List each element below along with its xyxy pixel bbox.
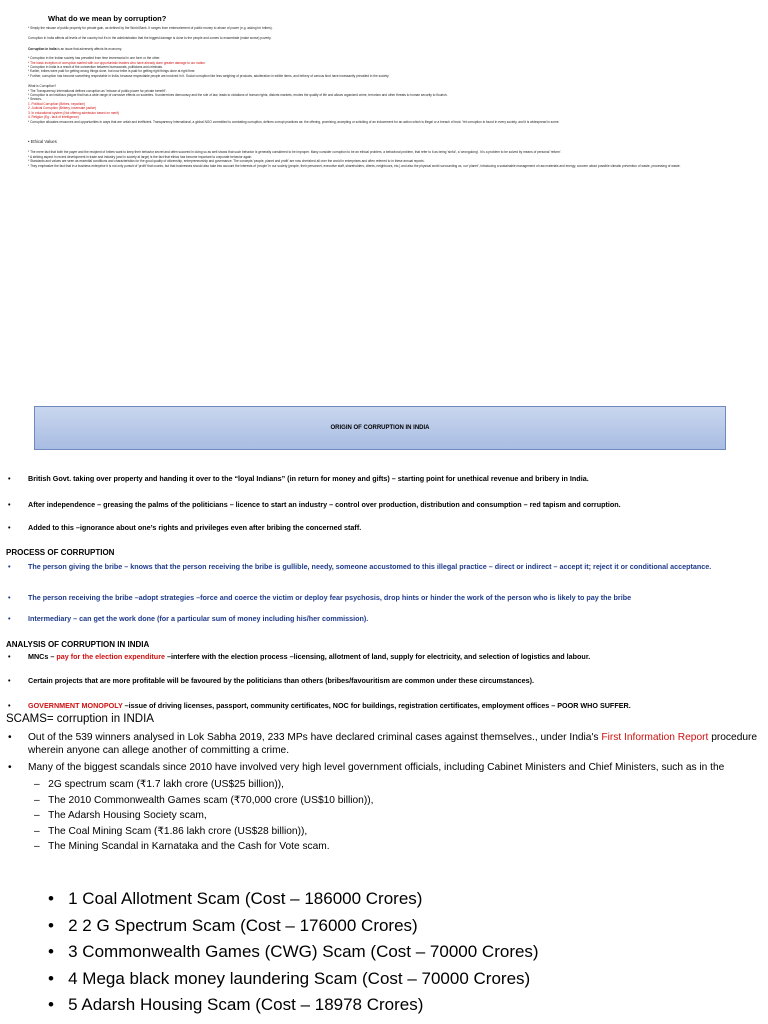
origin-text: Added to this –ignorance about one’s rights and privileges even after bribing the concerned staff. bbox=[28, 523, 362, 532]
top-line: * Earlier, bribes were paid for getting wrong things done, but now bribe is paid for getting right things done at right time. bbox=[28, 69, 196, 74]
scams-para bbox=[0, 761, 760, 774]
bullet-dot: • bbox=[48, 889, 69, 908]
scam-list-item bbox=[48, 966, 539, 993]
sub-item bbox=[34, 777, 373, 793]
process-text: Intermediary – can get the work done (for a particular sum of money including his/her commission). bbox=[28, 614, 369, 623]
origin-text: British Govt. taking over property and handing it over to the “loyal Indians” (in return for money and gifts) – starting point for unethical revenue and bribery in India. bbox=[28, 474, 589, 483]
scams-para bbox=[0, 731, 760, 757]
top-ci-rest: is an issue that adversely affects its economy. bbox=[56, 46, 122, 51]
scams-p1-red: First Information Report bbox=[601, 732, 709, 743]
top-ci-heading: Corruption in India bbox=[28, 46, 57, 51]
scams-para-text: Many of the biggest scandals since 2010 have involved very high level government officials, including Cabinet Ministers and Chief Ministers, such as in the bbox=[28, 762, 725, 773]
ethical-lines bbox=[28, 150, 750, 168]
top-text-block bbox=[28, 26, 750, 168]
analysis-item bbox=[0, 652, 760, 661]
bullet-dot: • bbox=[8, 562, 11, 571]
bullet-dot: • bbox=[8, 500, 11, 509]
ethical-title: • Ethical Values bbox=[28, 138, 57, 144]
bullet-dot: • bbox=[48, 995, 69, 1014]
scam-list-item bbox=[48, 939, 539, 966]
insidious-text: * Corruption is an insidious plague that has a wide range of corrosive effects on societies. It undermines democracy and the rule of law, leads to violations of human rights, distorts markets, erodes the quality of life and allows organized crime, terrorism and other threats to human security to flourish. bbox=[28, 93, 448, 98]
govt-rest: –issue of driving licenses, passport, community certificates, NOC for buildings, registration certificates, employment offices – POOR WHO SUFFER. bbox=[122, 701, 631, 710]
top-title: What do we mean by corruption? bbox=[48, 14, 167, 23]
top-line: * Corruption in India is a result of the connection between bureaucrats, politicians and criminals. bbox=[28, 65, 163, 70]
sub-text: The Adarsh Housing Society scam, bbox=[48, 810, 207, 822]
scam-list-item bbox=[48, 992, 539, 1019]
sector-item: 2. Judicial Corruption (Bribery, insensate justice) bbox=[28, 106, 97, 111]
scams-title: SCAMS= corruption in INDIA bbox=[6, 713, 154, 725]
sub-text: The Coal Mining Scam (₹1.86 lakh crore (US$28 billion)), bbox=[48, 825, 308, 837]
sector-item: 3. In educational system (Not offering admission based on merit) bbox=[28, 110, 120, 115]
scam-list-text: 3 Commonwealth Games (CWG) Scam (Cost – 70000 Crores) bbox=[68, 942, 539, 961]
scam-list-text: 4 Mega black money laundering Scam (Cost – 70000 Crores) bbox=[68, 968, 531, 988]
sub-item bbox=[34, 824, 373, 840]
scam-list bbox=[48, 886, 539, 1019]
analysis-text bbox=[28, 652, 760, 661]
bullet-dot: • bbox=[8, 701, 11, 710]
top-line: * Corruption in the Indian society has prevailed from time immemorial in one form or the other. bbox=[28, 56, 161, 61]
top-para-2: Corruption in India affects all levels of the country but it's in the administration that the biggest damage is done to the people and comes to exacerbate (make worse) poverty. bbox=[28, 36, 272, 41]
scam-list-item bbox=[48, 886, 539, 913]
scam-list-text: 5 Adarsh Housing Scam (Cost – 18978 Crores) bbox=[68, 995, 424, 1014]
bullet-dot: • bbox=[8, 593, 11, 602]
process-item bbox=[0, 562, 758, 571]
sectors-label: * Sectors- bbox=[28, 97, 42, 102]
analysis-text bbox=[28, 701, 760, 710]
dash: – bbox=[34, 794, 49, 806]
analysis-item bbox=[0, 676, 760, 685]
sub-item bbox=[34, 793, 373, 809]
bullet-dot: • bbox=[8, 732, 12, 743]
sub-item bbox=[34, 839, 373, 855]
sector-item: 1. Political Corruption (Bribes, nepotism) bbox=[28, 101, 86, 106]
process-title: PROCESS OF CORRUPTION bbox=[6, 548, 115, 557]
scam-list-text: 2 2 G Spectrum Scam (Cost – 176000 Crores) bbox=[68, 915, 418, 935]
process-item bbox=[0, 614, 758, 623]
top-line: * The basic inception of corruption started with our opportunistic leaders who have already done greater damage to our nation. bbox=[28, 60, 206, 65]
bullet-dot: • bbox=[48, 968, 69, 988]
ti-definition: * The Transparency International defines corruption as "misuse of public power for private benefit". bbox=[28, 88, 167, 93]
process-text: The person receiving the bribe –adopt strategies –force and coerce the victim or deploy fear psychosis, drop hints or hinder the work of the person who is likely to pay the bribe bbox=[28, 593, 632, 602]
bullet-dot: • bbox=[8, 474, 11, 483]
dash: – bbox=[34, 841, 49, 853]
mnc-rest: –interfere with the election process –licensing, allotment of land, supply for electricity, and selection of logistics and labour. bbox=[165, 652, 591, 661]
bullet-dot: • bbox=[48, 942, 69, 961]
ethical-line: * Standards and values are seen as essential conditions and characteristics for the good quality of citizenship, entrepreneurship and governance. The concepts 'people, planet and profit' are now cherished all over the world in enterprises and often referred to in these annual reports. bbox=[28, 159, 425, 164]
bullet-dot: • bbox=[8, 762, 12, 773]
allocates-text: * Corruption allocates resources and opportunities in ways that are unfair and inefficient. Transparency International, a global NGO committed to combating corruption, defines corrupt practices as: the offering, promising, accepting or soliciting of an inducement for an action which is illegal or a breach of trust. Yet corruption is found in every society, and it is widespread in some. bbox=[28, 119, 560, 124]
top-ci-line bbox=[28, 47, 750, 51]
analysis-text: Certain projects that are more profitable will be favoured by the politicians than others (bribes/favouritism are common under these circumstances). bbox=[28, 676, 535, 685]
ethical-line: * The mere fact that both the payer and the recipient of bribes want to keep their behavior secret and often succeed in doing so as well shows that such behavior is generally considered to be improper. Many consider corruption to be an ethical problem, a behavioral problem, that refer to it as being 'sinful', a 'wrongdoing'. It is a problem to be solved by means of personal 'reform'. bbox=[28, 150, 562, 155]
bullet-dot: • bbox=[48, 915, 69, 935]
top-lines bbox=[28, 56, 750, 78]
sub-item bbox=[34, 808, 373, 824]
top-para-1: * Simply the misuse of public property for private gain, as defined by the World Bank. It ranges from embezzlement of public money to abuse of power (e.g. asking for bribes). bbox=[28, 26, 273, 30]
bullet-dot: • bbox=[8, 523, 11, 532]
scams-para-text bbox=[28, 731, 760, 757]
sub-text: The 2010 Commonwealth Games scam (₹70,000 crore (US$10 billion)), bbox=[48, 794, 374, 806]
origin-banner: ORIGIN OF CORRUPTION IN INDIA bbox=[34, 406, 726, 450]
scams-p1a: Out of the 539 winners analysed in Lok Sabha 2019, 233 MPs have declared criminal cases against themselves., under India's bbox=[28, 732, 602, 743]
analysis-title: ANALYSIS OF CORRUPTION IN INDIA bbox=[6, 640, 150, 649]
sub-text: The Mining Scandal in Karnataka and the Cash for Vote scam. bbox=[48, 841, 330, 853]
scam-list-text: 1 Coal Allotment Scam (Cost – 186000 Crores) bbox=[68, 889, 423, 908]
bullet-dot: • bbox=[8, 652, 11, 661]
dash: – bbox=[34, 779, 49, 790]
ethical-line: * A striking aspect in recent development in trade and industry (and in society at large) is the fact that ethics has become important to corporate behavior again. bbox=[28, 154, 253, 159]
mnc-red: pay for the election expenditure bbox=[56, 652, 165, 661]
bullet-dot: • bbox=[8, 676, 11, 685]
mnc-lead: MNCs – bbox=[28, 652, 57, 661]
analysis-item bbox=[0, 701, 760, 710]
origin-item bbox=[0, 474, 760, 483]
sub-text: 2G spectrum scam (₹1.7 lakh crore (US$25 billion)), bbox=[48, 779, 284, 790]
origin-item bbox=[0, 500, 760, 509]
process-item bbox=[0, 593, 758, 602]
origin-item bbox=[0, 523, 760, 532]
govt-red: GOVERNMENT MONOPOLY bbox=[28, 701, 123, 710]
dash: – bbox=[34, 810, 49, 822]
scams-p1b: procedure wherein anyone can allege another of committing a crime. bbox=[28, 732, 758, 756]
scams-sublist bbox=[34, 777, 373, 855]
top-line: * Further, corruption has become something respectable in India, because respectable people are involved in it. Social corruption like less weighing of products, adulteration in edible items, and bribery of various kind have incessantly prevailed in the society. bbox=[28, 73, 390, 78]
origin-text: After independence – greasing the palms of the politicians – licence to start an industry – control over production, distribution and consumption – red tapism and corruption. bbox=[28, 500, 621, 509]
scam-list-item bbox=[48, 913, 539, 940]
what-is-heading: What is Corruption? bbox=[28, 84, 57, 89]
dash: – bbox=[34, 825, 49, 837]
sector-item: 4. Religion (Eg - lack of intelligence) bbox=[28, 115, 79, 120]
ethical-line: * They emphasize the fact that in a business enterprise it is not only pursuit of 'profit' that counts, but that businesses should also take into account the interests of 'people' in our society (people, their personnel, executive staff, shareholders, clients, neighbours, etc.) and also the physical world surrounding us, our 'planet', introducing a sustainable management of raw materials and energy, concern about possible climatic prevention of waste, processing of waste. bbox=[28, 163, 681, 168]
bullet-dot: • bbox=[8, 614, 11, 623]
process-text: The person giving the bribe – knows that the person receiving the bribe is gullible, needy, someone accustomed to this illegal practice – direct or indirect – accept it; reject it or conditional acceptance. bbox=[28, 562, 712, 571]
